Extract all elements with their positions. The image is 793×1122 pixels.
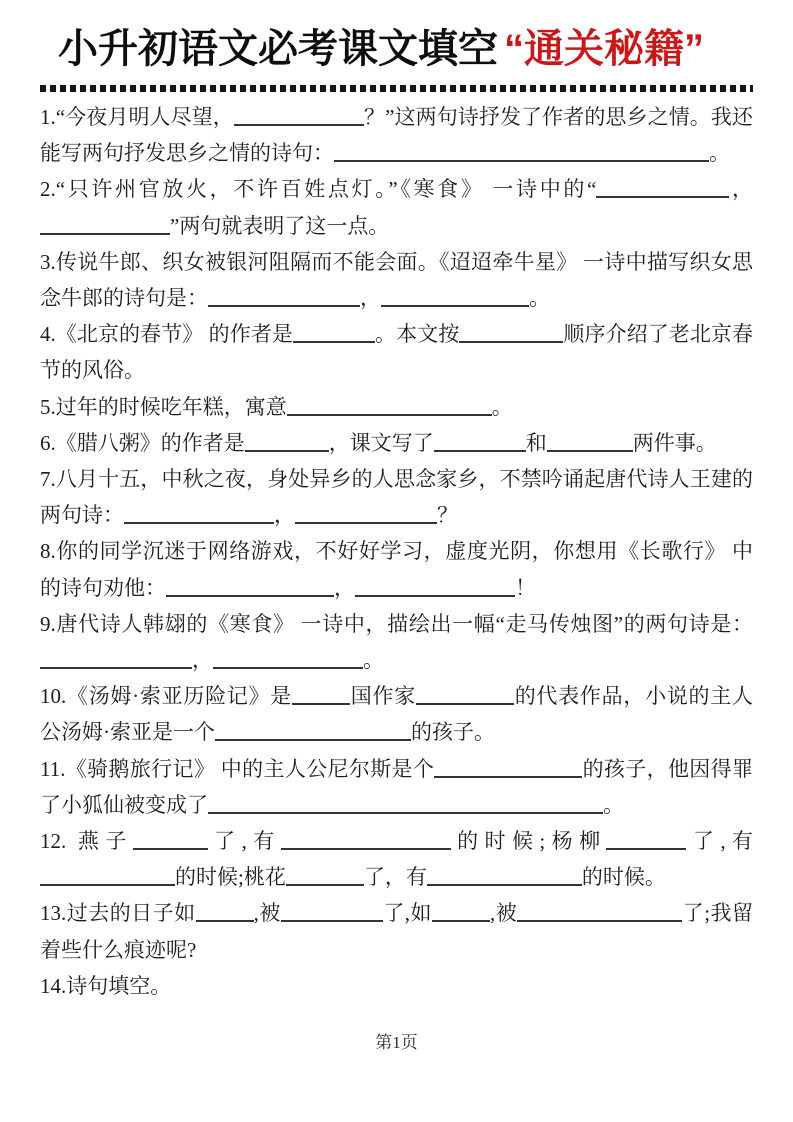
question [40,968,753,1004]
question [40,751,753,823]
fill-in-blank [334,142,709,162]
question-text: 2.“只许州官放火，不许百姓点灯。”《寒食》 一诗中的“ [40,177,597,202]
question-text: 的时候;杨柳 [450,829,607,854]
question-text: 了;我留着些什么痕迹呢? [40,901,754,962]
fill-in-blank [432,902,490,922]
fill-in-blank [133,830,208,850]
question-text: 的代表作品，小说的主人公汤姆·索亚是一个 [40,684,754,745]
question-text: ！ [515,575,536,600]
question-text: 的孩子。 [411,720,495,745]
question-text: ， [274,503,295,528]
fill-in-blank [434,432,526,452]
fill-in-blank [292,685,350,705]
fill-in-blank [245,432,329,452]
question-text: 了，有 [363,865,427,890]
question-text: 两件事。 [632,430,717,455]
question-text: 8.你的同学沉迷于网络游戏，不好好学习，虚度光阴，你想用《长歌行》 中的诗句劝他： [40,539,753,600]
question-text: ， [334,575,355,600]
question-text: 。 [363,648,384,673]
question-text: 顺序介绍了老北京春节的风俗。 [40,322,754,383]
fill-in-blank [208,287,360,307]
question-text: 。 [709,141,730,166]
question-text: 。本文按 [374,322,460,347]
fill-in-blank [166,577,334,597]
question [40,606,753,678]
fill-in-blank [208,794,603,814]
question-text: ， [729,177,753,202]
fill-in-blank [196,902,254,922]
fill-in-blank [295,504,437,524]
fill-in-blank [40,649,192,669]
question-text: 。 [491,394,513,419]
fill-in-blank [286,866,364,886]
question-text: 12. 燕子 [40,829,133,854]
fill-in-blank [381,287,529,307]
page-title: 小升初语文必考课文填空 [58,27,498,71]
fill-in-blank [606,830,686,850]
question-text: 5.过年的时候吃年糕，寓意 [40,394,287,419]
question-text: 13.过去的日子如 [40,901,196,926]
question-text: 的孩子，他因得罪了小狐仙被变成了 [40,756,753,817]
questions-list [40,99,753,1004]
question-text: 14.诗句填空。 [40,973,172,998]
question-text: ,被 [253,901,281,926]
question [40,823,753,895]
fill-in-blank [281,830,451,850]
page-footer [40,1028,753,1053]
question-text: 3.传说牛郎、织女被银河阻隔而不能会面。《迢迢牵牛星》 一诗中描写织女思念牛郎的诗句是： [40,249,753,311]
question-text: 了,有 [686,829,753,854]
question-text: 国作家 [350,684,416,709]
fill-in-blank [355,577,515,597]
dotted-divider [40,85,753,92]
question-text: ,被 [490,901,518,926]
question-text: 的时候;桃花 [175,865,286,890]
question-text: 。 [603,792,624,817]
question [40,425,753,461]
question-text: ，课文写了 [328,430,434,455]
masthead [40,26,753,72]
fill-in-blank [287,396,492,416]
question [40,461,753,533]
question-text: 4.《北京的春节》 的作者是 [40,322,293,347]
page-number: 第1页 [375,1033,418,1053]
fill-in-blank [215,721,411,741]
question-text: ？ [437,503,458,528]
question-text: 1.“今夜月明人尽望， [40,105,234,129]
question-text: ？”这两句诗抒发了作者的思乡之情。我还能写两句抒发思乡之情的诗句： [40,105,753,166]
question [40,171,753,243]
question [40,895,753,967]
question-text: 和 [525,430,547,455]
question-text: 的时候。 [581,865,666,890]
question-text: 了,如 [382,901,433,926]
fill-in-blank [124,504,274,524]
question [40,244,753,316]
question [40,389,753,425]
fill-in-blank [234,106,364,126]
fill-in-blank [547,432,633,452]
question-text: 6.《腊八粥》的作者是 [40,430,245,455]
question [40,678,753,750]
fill-in-blank [427,866,582,886]
question [40,99,753,171]
title-badge: “通关秘籍” [504,27,704,71]
fill-in-blank [40,866,175,886]
fill-in-blank [213,649,363,669]
fill-in-blank [416,685,514,705]
question [40,316,753,388]
question-text: 了,有 [207,829,281,854]
question-text: ， [192,648,213,673]
question-text: 9.唐代诗人韩翃的《寒食》 一诗中，描绘出一幅“走马传烛图”的两句诗是： [40,611,753,636]
fill-in-blank [596,178,729,198]
fill-in-blank [281,902,383,922]
question-text: 11.《骑鹅旅行记》 中的主人公尼尔斯是个 [40,756,435,781]
fill-in-blank [40,215,170,235]
question-text: 7.八月十五，中秋之夜，身处异乡的人思念家乡，不禁吟诵起唐代诗人王建的两句诗： [40,467,753,528]
question [40,533,753,605]
fill-in-blank [293,323,375,343]
question-text: ， [360,286,381,311]
fill-in-blank [459,323,563,343]
fill-in-blank [517,902,682,922]
question-text: ”两句就表明了这一点。 [170,213,390,238]
fill-in-blank [434,758,582,778]
question-text: 10.《汤姆·索亚历险记》是 [40,684,293,709]
question-text: 。 [529,286,550,311]
